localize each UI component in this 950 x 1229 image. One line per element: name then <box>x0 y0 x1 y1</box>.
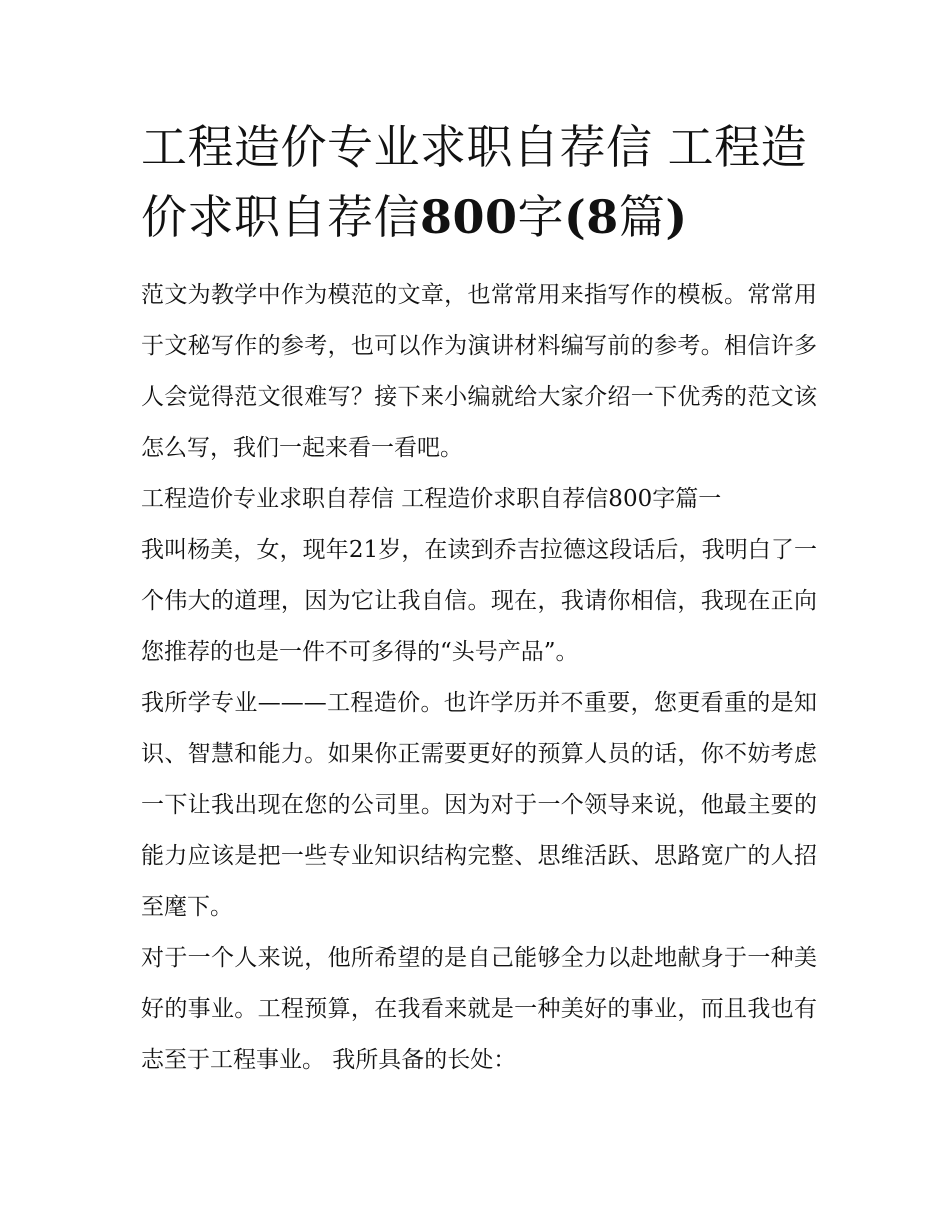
paragraph-major: 我所学专业———工程造价。也许学历并不重要，您更看重的是知识、智慧和能力。如果你正需要更好的预算人员的话，你不妨考虑一下让我出现在您的公司里。因为对于一个领导来说，他最主要的能力应该是把一些专业知识结构完整、思维活跃、思路宽广的人招至麾下。 <box>141 690 817 920</box>
document-body <box>141 270 817 1086</box>
document-page <box>141 112 817 1086</box>
paragraph-self-intro: 我叫杨美，女，现年21岁，在读到乔吉拉德这段话后，我明白了一个伟大的道理，因为它让我自信。现在，我请你相信，我现在正向您推荐的也是一件不可多得的“头号产品”。 <box>141 537 817 665</box>
paragraph-intro: 范文为教学中作为模范的文章，也常常用来指写作的模板。常常用于文秘写作的参考，也可以作为演讲材料编写前的参考。相信许多人会觉得范文很难写？接下来小编就给大家介绍一下优秀的范文该怎么写，我们一起来看一看吧。 <box>141 282 817 461</box>
document-title: 工程造价专业求职自荐信 工程造价求职自荐信800字(8篇) <box>141 120 808 244</box>
paragraph-heading: 工程造价专业求职自荐信 工程造价求职自荐信800字篇一 <box>141 486 722 512</box>
paragraph-career: 对于一个人来说，他所希望的是自己能够全力以赴地献身于一种美好的事业。工程预算，在我看来就是一种美好的事业，而且我也有志至于工程事业。 我所具备的长处： <box>141 945 817 1073</box>
